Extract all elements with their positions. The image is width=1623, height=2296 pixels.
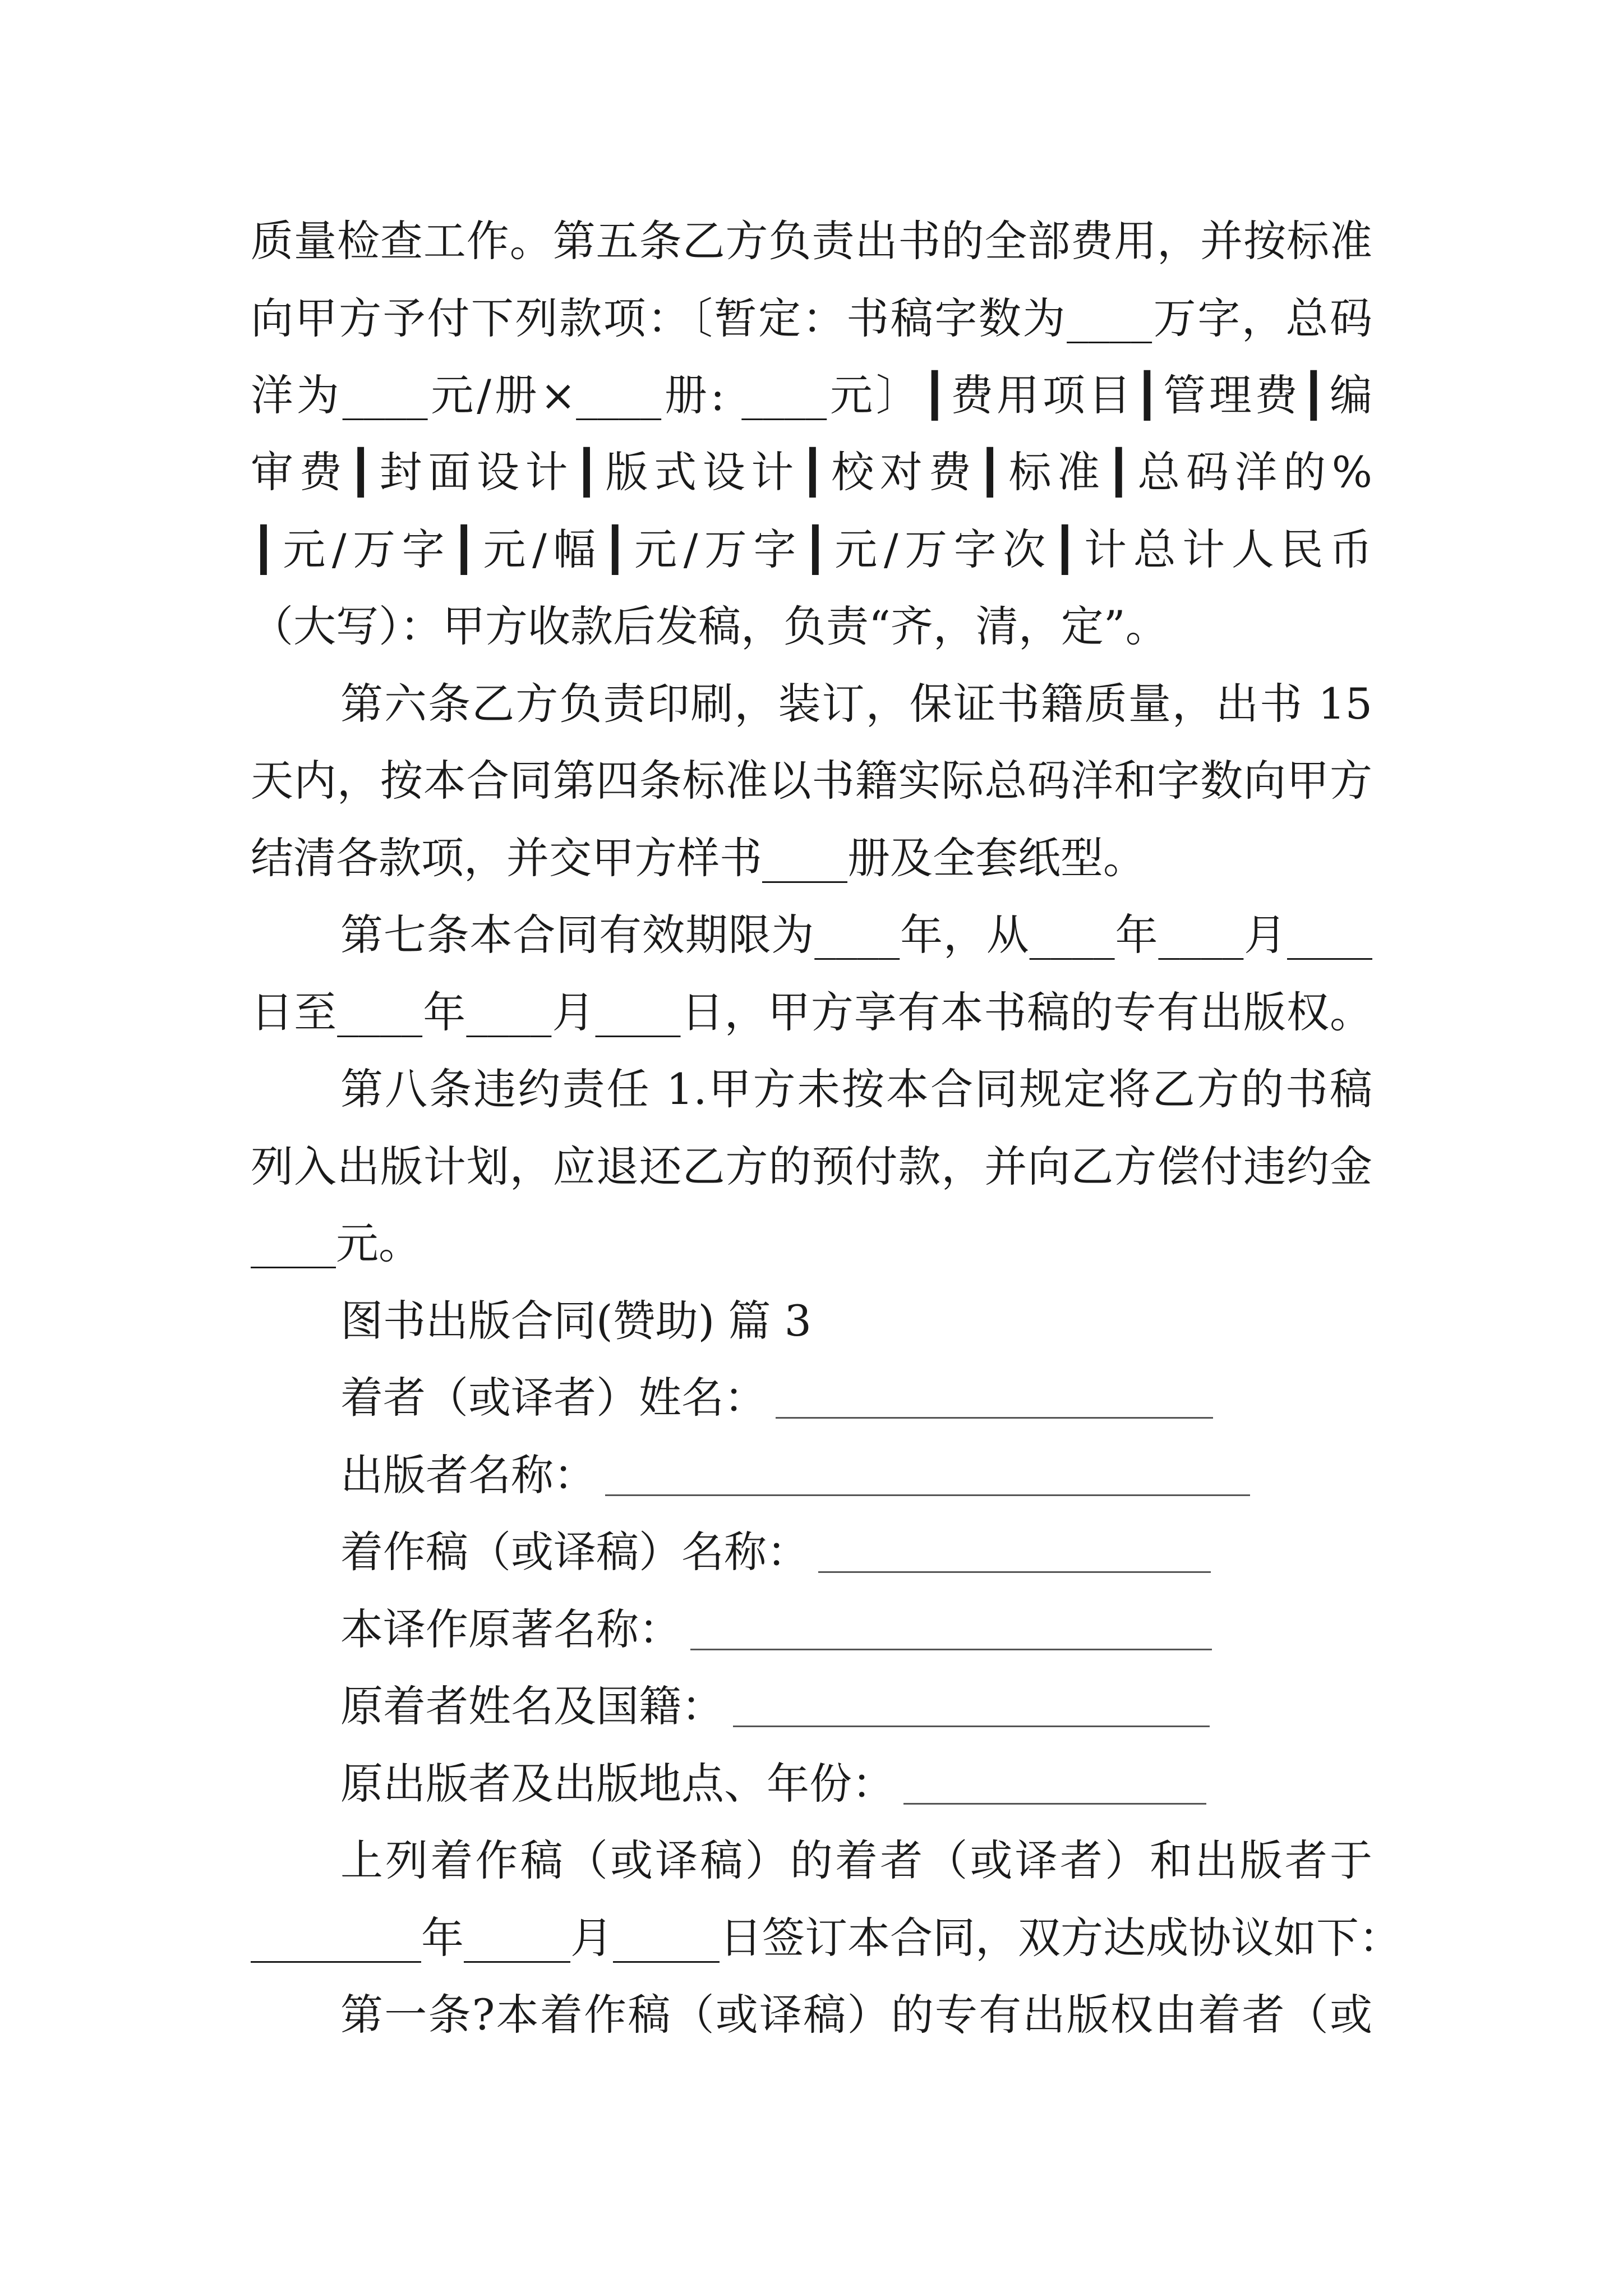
field-blank[interactable] <box>690 1602 1212 1650</box>
signing-date-line: ________年_____月_____日签订本合同，双方达成协议如下： <box>251 1913 1401 1963</box>
field-label: 着者（或译者）姓名： <box>340 1373 767 1423</box>
section-heading: 图书出版合同(赞助) 篇 3 <box>340 1296 811 1346</box>
article-eight: 第八条违约责任 1.甲方未按本合同规定将乙方的书稿 <box>340 1064 1372 1114</box>
field-blank[interactable] <box>776 1370 1213 1419</box>
original-author-field <box>340 1678 1210 1734</box>
field-label: 出版者名称： <box>340 1450 596 1500</box>
original-publisher-field <box>340 1756 1206 1812</box>
manuscript-name-field <box>340 1524 1211 1580</box>
text-line: 审费┃封面设计┃版式设计┃校对费┃标准┃总码洋的% <box>251 447 1372 497</box>
field-label: 原着者姓名及国籍： <box>340 1681 724 1731</box>
field-blank[interactable] <box>605 1447 1250 1496</box>
text-line: 日至____年____月____日，甲方享有本书稿的专有出版权。 <box>251 987 1372 1037</box>
text-line: ____元。 <box>251 1218 421 1268</box>
article-one: 第一条?本着作稿（或译稿）的专有出版权由着者（或 <box>340 1990 1372 2040</box>
field-label: 着作稿（或译稿）名称： <box>340 1527 809 1577</box>
text-line: 向甲方予付下列款项：〔暂定：书稿字数为____万字，总码 <box>251 293 1372 343</box>
article-seven: 第七条本合同有效期限为____年，从____年____月____ <box>340 910 1372 960</box>
field-blank[interactable] <box>733 1678 1210 1727</box>
field-label: 本译作原著名称： <box>340 1604 681 1654</box>
text-line: 质量检查工作。第五条乙方负责出书的全部费用，并按标准 <box>251 216 1372 266</box>
text-line: 天内，按本合同第四条标准以书籍实际总码洋和字数向甲方 <box>251 756 1372 806</box>
text-line: 洋为____元/册×____册: ____元〕┃费用项目┃管理费┃编 <box>251 370 1372 420</box>
publisher-name-field <box>340 1447 1250 1503</box>
field-label: 原出版者及出版地点、年份： <box>340 1759 895 1809</box>
field-blank[interactable] <box>818 1524 1211 1573</box>
field-blank[interactable] <box>903 1756 1206 1805</box>
text-line: ┃元/万字┃元/幅┃元/万字┃元/万字次┃计总计人民币 <box>251 524 1372 574</box>
text-line: 上列着作稿（或译稿）的着者（或译者）和出版者于 <box>340 1835 1372 1885</box>
text-line: （大写）：甲方收款后发稿，负责“齐，清，定”。 <box>251 601 1168 651</box>
text-line: 结清各款项，并交甲方样书____册及全套纸型。 <box>251 833 1146 883</box>
author-name-field <box>340 1370 1213 1426</box>
text-line: 列入出版计划，应退还乙方的预付款，并向乙方偿付违约金 <box>251 1142 1372 1191</box>
article-six: 第六条乙方负责印刷，装订，保证书籍质量，出书 15 <box>340 679 1372 729</box>
original-title-field <box>340 1602 1212 1658</box>
